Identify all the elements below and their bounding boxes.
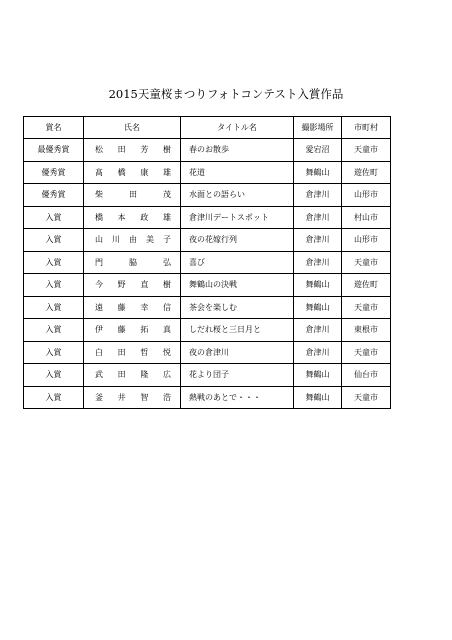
header-city: 市町村 <box>342 117 391 139</box>
prize-cell: 優秀賞 <box>24 184 84 207</box>
table-row <box>24 251 391 274</box>
name-cell: 白田哲悦 <box>84 341 181 364</box>
work-title-cell: 花道 <box>181 161 294 184</box>
header-name: 氏名 <box>84 117 181 139</box>
work-title-cell: 夜の花嫁行列 <box>181 229 294 252</box>
prize-cell: 入賞 <box>24 364 84 387</box>
prize-cell: 入賞 <box>24 341 84 364</box>
work-title-cell: 舞鶴山の決戦 <box>181 274 294 297</box>
location-cell: 舞鶴山 <box>294 386 342 409</box>
work-title-cell: 倉津川デートスポット <box>181 206 294 229</box>
city-cell: 遊佐町 <box>342 161 391 184</box>
location-cell: 倉津川 <box>294 341 342 364</box>
work-title-cell: 春のお散歩 <box>181 139 294 162</box>
name-cell: 今野直樹 <box>84 274 181 297</box>
table-row <box>24 206 391 229</box>
city-cell: 天童市 <box>342 341 391 364</box>
location-cell: 舞鶴山 <box>294 364 342 387</box>
name-cell: 釜井智浩 <box>84 386 181 409</box>
name-cell: 橋本政雄 <box>84 206 181 229</box>
table-row <box>24 274 391 297</box>
location-cell: 舞鶴山 <box>294 274 342 297</box>
prize-cell: 入賞 <box>24 386 84 409</box>
prize-cell: 入賞 <box>24 229 84 252</box>
city-cell: 山形市 <box>342 184 391 207</box>
location-cell: 愛宕沼 <box>294 139 342 162</box>
work-title-cell: 夜の倉津川 <box>181 341 294 364</box>
table-row <box>24 139 391 162</box>
location-cell: 舞鶴山 <box>294 161 342 184</box>
location-cell: 倉津川 <box>294 319 342 342</box>
header-location: 撮影場所 <box>294 117 342 139</box>
prize-cell: 優秀賞 <box>24 161 84 184</box>
name-cell: 遠藤幸信 <box>84 296 181 319</box>
city-cell: 村山市 <box>342 206 391 229</box>
document-title: 2015天童桜まつりフォトコンテスト入賞作品 <box>108 87 344 101</box>
name-cell: 松田芳樹 <box>84 139 181 162</box>
work-title-cell: 喜び <box>181 251 294 274</box>
prize-cell: 入賞 <box>24 274 84 297</box>
city-cell: 遊佐町 <box>342 274 391 297</box>
location-cell: 倉津川 <box>294 251 342 274</box>
work-title-cell: 茶会を楽しむ <box>181 296 294 319</box>
header-work-title: タイトル名 <box>181 117 294 139</box>
table-row <box>24 184 391 207</box>
location-cell: 倉津川 <box>294 184 342 207</box>
location-cell: 舞鶴山 <box>294 296 342 319</box>
prize-cell: 入賞 <box>24 251 84 274</box>
work-title-cell: 花より団子 <box>181 364 294 387</box>
table-row <box>24 229 391 252</box>
city-cell: 東根市 <box>342 319 391 342</box>
city-cell: 山形市 <box>342 229 391 252</box>
name-cell: 武田隆広 <box>84 364 181 387</box>
prize-cell: 入賞 <box>24 206 84 229</box>
city-cell: 天童市 <box>342 139 391 162</box>
work-title-cell: しだれ桜と三日月と <box>181 319 294 342</box>
location-cell: 倉津川 <box>294 229 342 252</box>
table-row <box>24 364 391 387</box>
header-prize: 賞名 <box>24 117 84 139</box>
table-row <box>24 341 391 364</box>
city-cell: 天童市 <box>342 251 391 274</box>
table-row <box>24 319 391 342</box>
prize-cell: 最優秀賞 <box>24 139 84 162</box>
table-row <box>24 386 391 409</box>
prize-cell: 入賞 <box>24 319 84 342</box>
name-cell: 柴田茂 <box>84 184 181 207</box>
table-body <box>24 139 391 409</box>
awards-table <box>23 116 391 409</box>
name-cell: 伊藤拓真 <box>84 319 181 342</box>
table-row <box>24 161 391 184</box>
name-cell: 門脇弘 <box>84 251 181 274</box>
name-cell: 山川由美子 <box>84 229 181 252</box>
table-header-row <box>24 117 391 139</box>
location-cell: 倉津川 <box>294 206 342 229</box>
name-cell: 髙橋康雄 <box>84 161 181 184</box>
city-cell: 天童市 <box>342 296 391 319</box>
city-cell: 天童市 <box>342 386 391 409</box>
prize-cell: 入賞 <box>24 296 84 319</box>
table-row <box>24 296 391 319</box>
city-cell: 仙台市 <box>342 364 391 387</box>
work-title-cell: 熱戦のあとで・・・ <box>181 386 294 409</box>
work-title-cell: 水面との語らい <box>181 184 294 207</box>
